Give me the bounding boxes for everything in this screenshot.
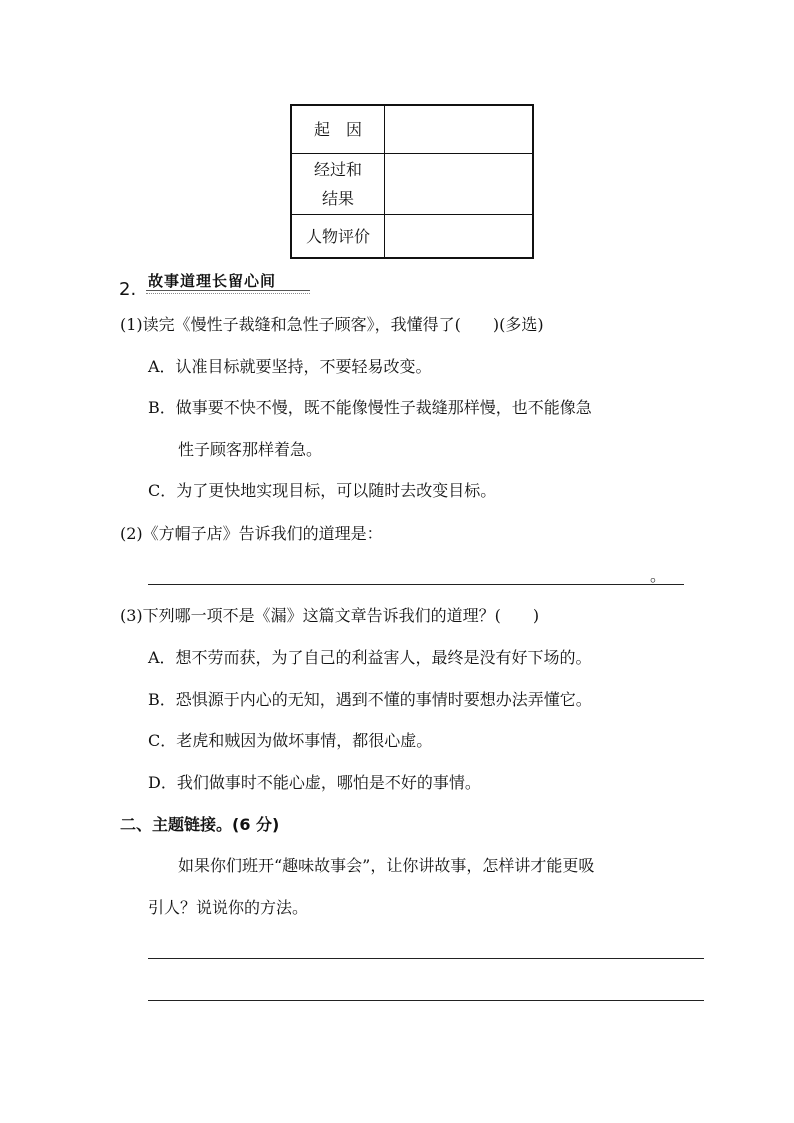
question-3-stem: (3)下列哪一项不是《漏》这篇文章告诉我们的道理？( )	[120, 606, 540, 625]
question-1-option-c: C．为了更快地实现目标，可以随时去改变目标。	[148, 481, 497, 500]
question-1-option-b-line1: B．做事要不快不慢，既不能像慢性子裁缝那样慢，也不能像急	[148, 398, 592, 417]
section-number: 2.	[119, 279, 137, 300]
part-2-heading: 二、主题链接。(6 分)	[120, 815, 280, 834]
table-row	[291, 154, 533, 215]
table-row	[291, 215, 533, 259]
answer-end-mark: 。	[650, 566, 667, 585]
answer-cell-evaluation[interactable]	[385, 215, 534, 259]
part-2-prompt-line2: 引人？说说你的方法。	[148, 898, 309, 917]
row-label-cause: 起 因	[291, 105, 385, 154]
question-3-option-c: C．老虎和贼因为做坏事情，都很心虚。	[148, 731, 433, 750]
question-3-option-a: A．想不劳而获，为了自己的利益害人，最终是没有好下场的。	[148, 648, 592, 667]
section-title-underline-dotted	[146, 293, 310, 294]
row-label-process	[291, 154, 385, 215]
part-2-prompt-line1: 如果你们班开“趣味故事会”，让你讲故事，怎样讲才能更吸	[178, 856, 595, 875]
question-1-option-a: A．认准目标就要坚持，不要轻易改变。	[148, 357, 432, 376]
row-label-process-line2: 结果	[321, 189, 354, 208]
row-label-evaluation: 人物评价	[291, 215, 385, 259]
question-2-stem: (2)《方帽子店》告诉我们的道理是：	[120, 524, 383, 543]
answer-line-1[interactable]	[148, 958, 704, 959]
question-1-option-b-line2: 性子顾客那样着急。	[178, 440, 323, 459]
question-3-option-d: D．我们做事时不能心虚，哪怕是不好的事情。	[148, 773, 481, 792]
answer-cell-cause[interactable]	[385, 105, 534, 154]
table-row	[291, 105, 533, 154]
section-title: 故事道理长留心间	[148, 272, 277, 290]
question-1-stem: (1)读完《慢性子裁缝和急性子顾客》，我懂得了( )(多选)	[120, 315, 544, 334]
answer-line-q2[interactable]	[148, 584, 684, 585]
section-title-underline	[146, 290, 310, 291]
question-3-option-b: B．恐惧源于内心的无知，遇到不懂的事情时要想办法弄懂它。	[148, 690, 592, 709]
answer-cell-process[interactable]	[385, 154, 534, 215]
answer-line-2[interactable]	[148, 1000, 704, 1001]
row-label-process-line1: 经过和	[313, 160, 362, 179]
story-table	[290, 104, 534, 259]
